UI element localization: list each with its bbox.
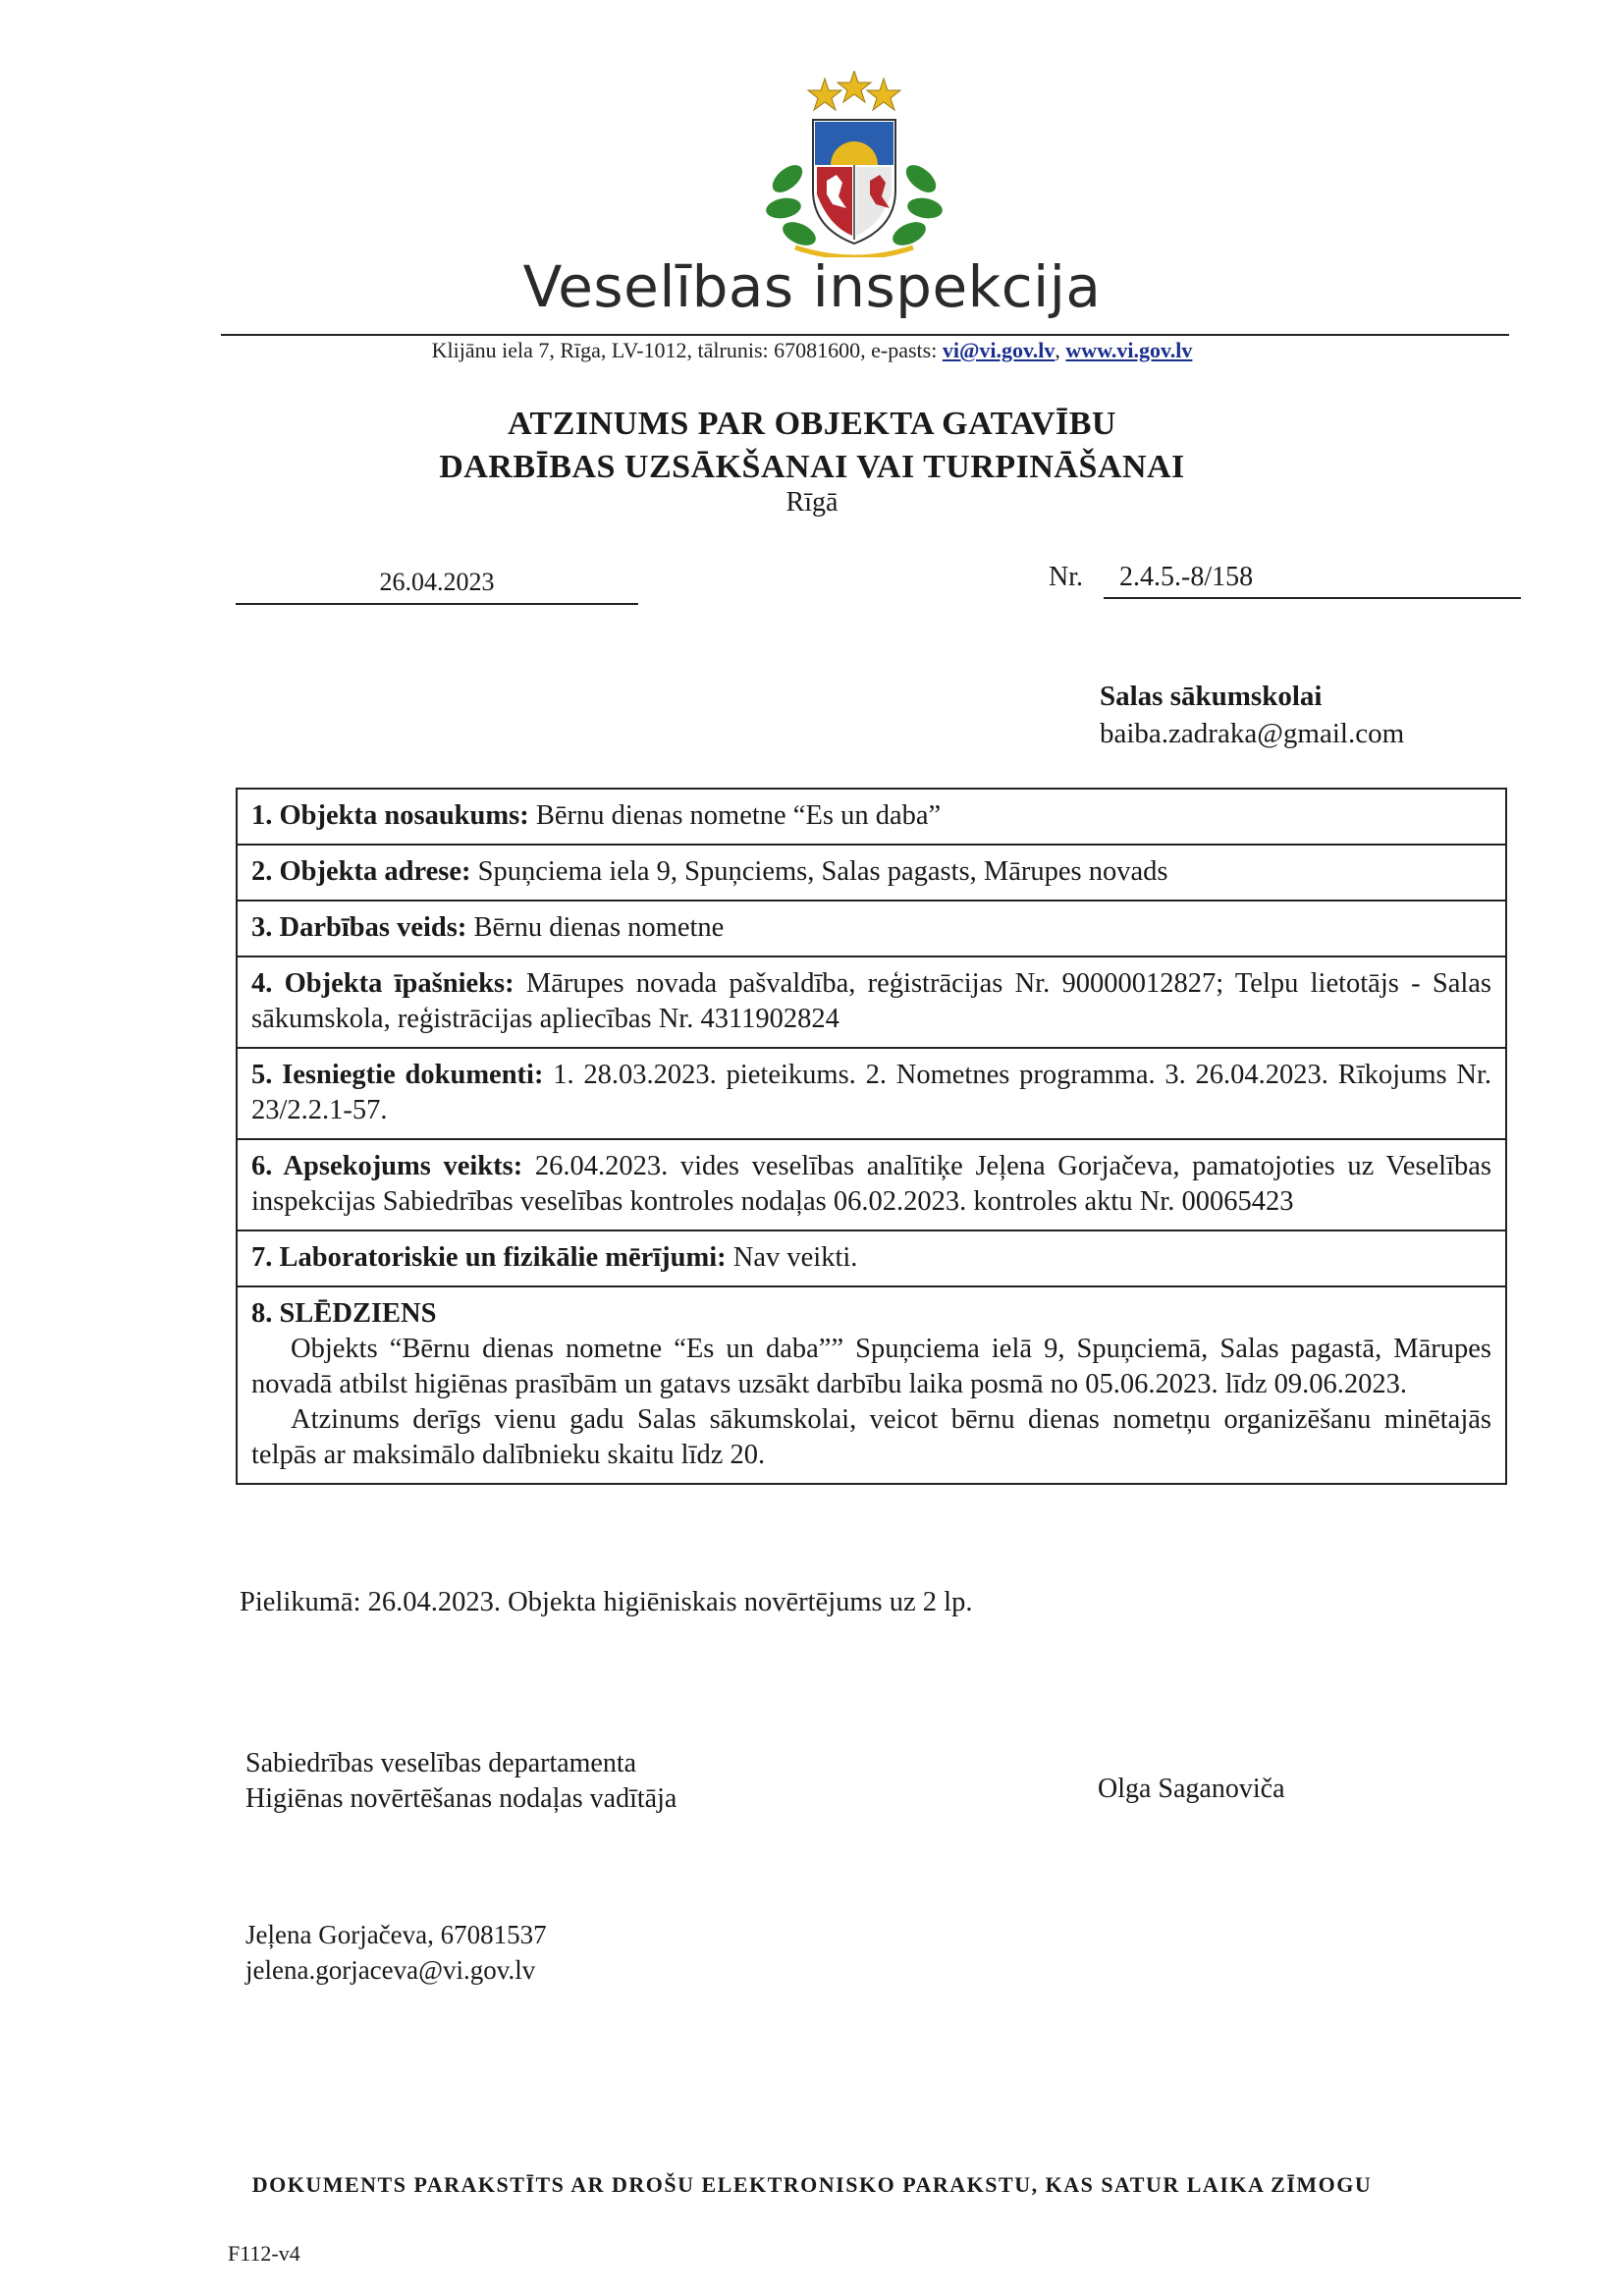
row-value: Bērnu dienas nometne: [473, 912, 725, 943]
row-label: 7. Laboratoriskie un fizikālie mērījumi:: [251, 1242, 727, 1273]
email-link[interactable]: vi@vi.gov.lv: [942, 338, 1056, 362]
form-code: F112-v4: [228, 2241, 300, 2266]
recipient-name: Salas sākumskolai: [1100, 681, 1323, 712]
signer-department: [245, 1746, 677, 1817]
document-number-label: Nr.: [1049, 562, 1083, 592]
conclusion-label: 8. SLĒDZIENS: [251, 1298, 437, 1329]
latvia-coat-of-arms-icon: [766, 71, 943, 257]
row-value: Mārupes novada pašvaldība, reģistrācijas Nr. 90000012827; Telpu lietotājs - Salas sākumskola, reģistrācijas apliecības Nr. 4311902824: [251, 968, 1491, 1034]
table-row: [237, 845, 1506, 901]
row-value: Spuņciema iela 9, Spuņciems, Salas pagasts, Mārupes novads: [477, 856, 1168, 887]
table-row: [237, 1139, 1506, 1230]
row-value: 26.04.2023. vides veselības analītiķe Jeļena Gorjačeva, pamatojoties uz Veselības inspekcijas Sabiedrības veselības kontroles nodaļas 06.02.2023. kontroles aktu Nr. 00065423: [251, 1151, 1492, 1217]
signer-name: Olga Saganoviča: [1098, 1774, 1285, 1804]
table-row: [237, 1048, 1506, 1139]
link-separator: ,: [1055, 338, 1060, 362]
header-contact-line: [0, 338, 1624, 363]
signer-department-line1: Sabiedrības veselības departamenta: [245, 1748, 637, 1778]
row-value: Bērnu dienas nometne “Es un daba”: [535, 800, 942, 831]
contact-person-block: [245, 1917, 547, 1988]
recipient-email: baiba.zadraka@gmail.com: [1100, 718, 1405, 749]
table-row: [237, 1230, 1506, 1286]
organization-name: Veselības inspekcija: [522, 253, 1102, 320]
row-label: 2. Objekta adrese:: [251, 856, 471, 887]
header-divider: [221, 334, 1509, 336]
table-row: [237, 789, 1506, 845]
document-title-line1: ATZINUMS PAR OBJEKTA GATAVĪBU: [508, 406, 1116, 442]
object-info-table: [236, 788, 1507, 1485]
conclusion-paragraph: Objekts “Bērnu dienas nometne “Es un daba”” Spuņciema ielā 9, Spuņciemā, Salas pagastā, Mārupes novadā atbilst higiēnas prasībām un gatavs uzsākt darbību laika posmā no 05.06.2023. līdz 09.06.2023.: [251, 1334, 1491, 1399]
contact-person-email: jelena.gorjaceva@vi.gov.lv: [245, 1955, 536, 1985]
document-date: 26.04.2023: [236, 568, 638, 605]
table-row: [237, 901, 1506, 957]
recipient-block: [1100, 678, 1404, 752]
attachment-note: Pielikumā: 26.04.2023. Objekta higiēniskais novērtējums uz 2 lp.: [240, 1587, 973, 1617]
row-label: 4. Objekta īpašnieks:: [251, 968, 514, 999]
row-label: 1. Objekta nosaukums:: [251, 800, 529, 831]
table-row: [237, 957, 1506, 1048]
document-title: [0, 403, 1624, 489]
row-label: 5. Iesniegtie dokumenti:: [251, 1060, 544, 1090]
row-value: 1. 28.03.2023. pieteikums. 2. Nometnes programma. 3. 26.04.2023. Rīkojums Nr. 23/2.2.1-57.: [251, 1060, 1491, 1125]
row-label: 6. Apsekojums veikts:: [251, 1151, 523, 1181]
document-number-field: [1104, 562, 1521, 599]
row-label: 3. Darbības veids:: [251, 912, 467, 943]
document-title-line2: DARBĪBAS UZSĀKŠANAI VAI TURPINĀŠANAI: [439, 449, 1185, 485]
electronic-signature-stamp: DOKUMENTS PARAKSTĪTS AR DROŠU ELEKTRONISKO PARAKSTU, KAS SATUR LAIKA ZĪMOGU: [251, 2172, 1373, 2197]
signer-department-line2: Higiēnas novērtēšanas nodaļas vadītāja: [245, 1783, 677, 1814]
contact-person-name-phone: Jeļena Gorjačeva, 67081537: [245, 1920, 547, 1949]
conclusion-paragraph: Atzinums derīgs vienu gadu Salas sākumskolai, veicot bērnu dienas nometņu organizēšanu minētajās telpās ar maksimālo dalībnieku skaitu līdz 20.: [251, 1404, 1491, 1470]
row-value: Nav veikti.: [732, 1242, 858, 1273]
document-city: Rīgā: [785, 487, 839, 518]
website-link[interactable]: www.vi.gov.lv: [1065, 338, 1193, 362]
conclusion-row: [237, 1286, 1506, 1484]
header-address: Klijānu iela 7, Rīga, LV-1012, tālrunis: 67081600, e-pasts:: [431, 338, 938, 362]
document-number: 2.4.5.-8/158: [1119, 562, 1254, 592]
